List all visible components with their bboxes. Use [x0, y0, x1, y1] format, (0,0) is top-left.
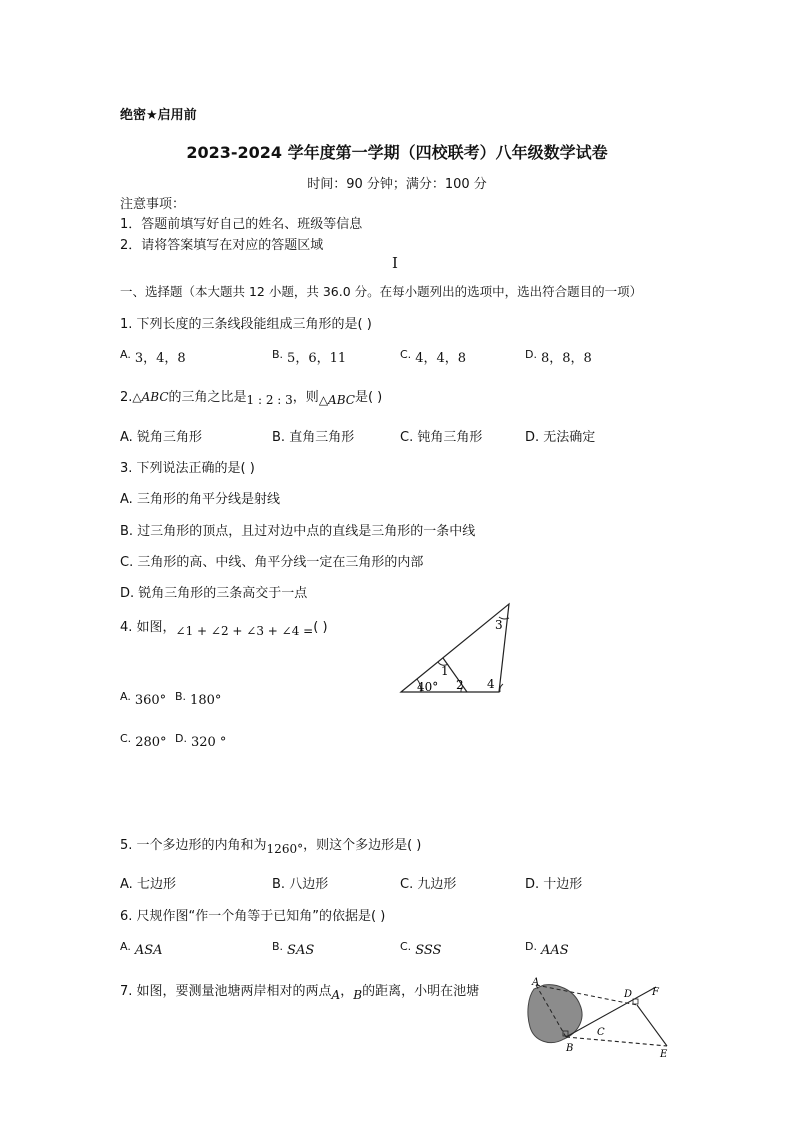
notes-heading: 注意事项： [120, 197, 186, 212]
note-item: 1．答题前填写好自己的姓名、班级等信息 [120, 217, 363, 232]
angle-3-label: 3 [495, 618, 503, 632]
question-5-stem: 5. 一个多边形的内角和为1260°，则这个多边形是( ) [120, 838, 422, 856]
q6-option-b: $^{B.}$ SAS [272, 940, 315, 958]
q3-option-c: C. 三角形的高、中线、角平分线一定在三角形的内部 [120, 555, 424, 570]
note-item: 2．请将答案填写在对应的答题区域 [120, 238, 324, 253]
q2-option-a: A. 锐角三角形 [120, 430, 202, 445]
q5-option-b: B. 八边形 [272, 877, 329, 892]
paper-subtitle: 时间：90 分钟；满分：100 分 [307, 177, 487, 192]
question-3-stem: 3. 下列说法正确的是( ) [120, 461, 255, 476]
question-2-stem: 2.△ABC的三角之比是1 : 2 : 3，则△ABC是( ) [120, 390, 383, 407]
q4-option-c: $^{C.}$ 280° [120, 732, 167, 750]
q4-option-a: $^{A.}$ 360° [120, 690, 167, 708]
angle-40-label: 40° [417, 680, 439, 694]
angle-1-label: 1 [441, 664, 449, 678]
point-c-label: C [597, 1027, 605, 1038]
section-heading: 一、选择题（本大题共 12 小题，共 36.0 分。在每小题列出的选项中，选出符合题目的一项） [120, 284, 643, 299]
q6-option-a: $^{A.}$ ASA [120, 940, 163, 958]
q6-option-d: $^{D.}$ AAS [525, 940, 569, 958]
q3-option-d: D. 锐角三角形的三条高交于一点 [120, 586, 308, 601]
q7-pond-figure [520, 975, 680, 1065]
point-f-label: F [652, 987, 659, 998]
paper-title: 2023-2024 学年度第一学期（四校联考）八年级数学试卷 [186, 143, 608, 162]
angle-4-label: 4 [487, 677, 495, 691]
angle-2-label: 2 [456, 678, 464, 692]
section-mark: I [392, 254, 398, 272]
q5-option-c: C. 九边形 [400, 877, 457, 892]
question-7-stem: 7. 如图，要测量池塘两岸相对的两点A，B的距离，小明在池塘 [120, 984, 480, 1002]
q1-option-a: $^{A.}$ 3，4，8 [120, 348, 186, 366]
q2-option-c: C. 钝角三角形 [400, 430, 483, 445]
q4-option-d: $^{D.}$ 320 ° [175, 732, 227, 750]
point-d-label: D [624, 989, 633, 1000]
q5-option-d: D. 十边形 [525, 877, 583, 892]
secret-label: 绝密★启用前 [120, 108, 197, 123]
q4-triangle-figure [395, 598, 520, 700]
question-1-stem: 1. 下列长度的三条线段能组成三角形的是( ) [120, 317, 372, 332]
q1-option-c: $^{C.}$ 4，4，8 [400, 348, 467, 366]
q3-option-a: A. 三角形的角平分线是射线 [120, 492, 280, 507]
question-6-stem: 6. 尺规作图“作一个角等于已知角”的依据是( ) [120, 909, 386, 924]
q1-option-b: $^{B.}$ 5，6，11 [272, 348, 347, 366]
q4-option-b: $^{B.}$ 180° [175, 690, 222, 708]
question-4-stem: 4. 如图，∠1 + ∠2 + ∠3 + ∠4 =( ) [120, 620, 328, 638]
q2-option-b: B. 直角三角形 [272, 430, 355, 445]
q2-option-d: D. 无法确定 [525, 430, 596, 445]
q6-option-c: $^{C.}$ SSS [400, 940, 442, 958]
q5-option-a: A. 七边形 [120, 877, 176, 892]
q1-option-d: $^{D.}$ 8，8，8 [525, 348, 592, 366]
q3-option-b: B. 过三角形的顶点，且过对边中点的直线是三角形的一条中线 [120, 524, 476, 539]
point-e-label: E [660, 1049, 668, 1060]
point-b-label: B [566, 1043, 574, 1054]
point-a-label: A [532, 977, 540, 988]
